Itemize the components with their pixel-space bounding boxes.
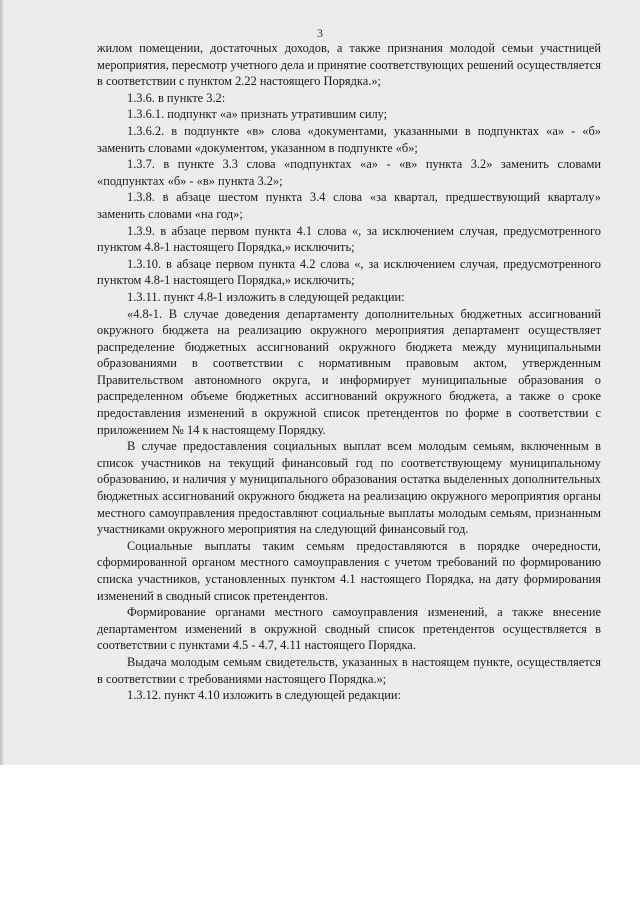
- paragraph: Выдача молодым семьям свидетельств, указанных в настоящем пункте, осуществляется в соответствии с требованиями настоящего Порядка.»;: [97, 654, 601, 686]
- blank-area: [0, 765, 640, 905]
- paragraph: Социальные выплаты таким семьям предоставляются в порядке очередности, сформированной органом местного самоуправления с учетом требований по формированию списка участников, установленных пунктом 4.1 настоящего Порядка, на дату формирования изменений в сводный список претендентов.: [97, 538, 601, 603]
- paragraph: «4.8-1. В случае доведения департаменту дополнительных бюджетных ассигнований окружного бюджета на реализацию окружного мероприятия департамент осуществляет распределение бюджетных ассигнований окружного бюджета между муниципальными образованиями в соответствии с нормативным правовым актом, утвержденным Правительством автономного округа, и информирует муниципальные образования о распределенном объеме бюджетных ассигнований окружного бюджета, а также о сроке предоставления изменений в окружной список претендентов по форме в соответствии с приложением № 14 к настоящему Порядку.: [97, 306, 601, 437]
- paragraph: 1.3.8. в абзаце шестом пункта 3.4 слова «за квартал, предшествующий кварталу» заменить словами «на год»;: [97, 190, 601, 221]
- paragraph: жилом помещении, достаточных доходов, а также признания молодой семьи участницей мероприятия, пересмотр учетного дела и принятие соответствующих решений осуществляется в соответствии с пунктом 2.22 настоящего Порядка.»;: [97, 41, 601, 89]
- paragraph: 1.3.10. в абзаце первом пункта 4.2 слова «, за исключением случая, предусмотренного пунктом 4.8-1 настоящего Порядка,» исключить;: [97, 256, 601, 288]
- paragraph: 1.3.7. в пункте 3.3 слова «подпунктах «а» - «в» пункта 3.2» заменить словами «подпунктах «б» - «в» пункта 3.2»;: [97, 157, 601, 188]
- paragraph: В случае предоставления социальных выплат всем молодым семьям, включенным в список участников на текущий финансовый год по соответствующему муниципальному образованию, и наличия у муниципального образования остатка выделенных дополнительных бюджетных ассигнований окружного бюджета на реализацию окружного мероприятия органы местного самоуправления предоставляют социальные выплаты молодым семьям, признанным участниками окружного мероприятия на следующий финансовый год.: [97, 439, 601, 537]
- paragraph: 1.3.11. пункт 4.8-1 изложить в следующей редакции:: [127, 289, 405, 304]
- document-body: [97, 40, 601, 704]
- paragraph: 1.3.6. в пункте 3.2:: [127, 90, 226, 105]
- paragraph: 1.3.6.2. в подпункте «в» слова «документами, указанными в подпунктах «а» - «б» заменить словами «документом, указанном в подпункте «б»;: [97, 123, 601, 155]
- page-number: 3: [317, 26, 323, 40]
- paragraph: Формирование органами местного самоуправления изменений, а также внесение департаментом изменений в окружной сводный список претендентов осуществляется в соответствии с пунктами 4.5 - 4.7, 4.11 настоящего Порядка.: [97, 605, 601, 653]
- paragraph: 1.3.12. пункт 4.10 изложить в следующей редакции:: [127, 688, 401, 703]
- paragraph: 1.3.6.1. подпункт «а» признать утратившим силу;: [127, 107, 388, 122]
- paragraph: 1.3.9. в абзаце первом пункта 4.1 слова «, за исключением случая, предусмотренного пунктом 4.8-1 настоящего Порядка,» исключить;: [97, 223, 601, 255]
